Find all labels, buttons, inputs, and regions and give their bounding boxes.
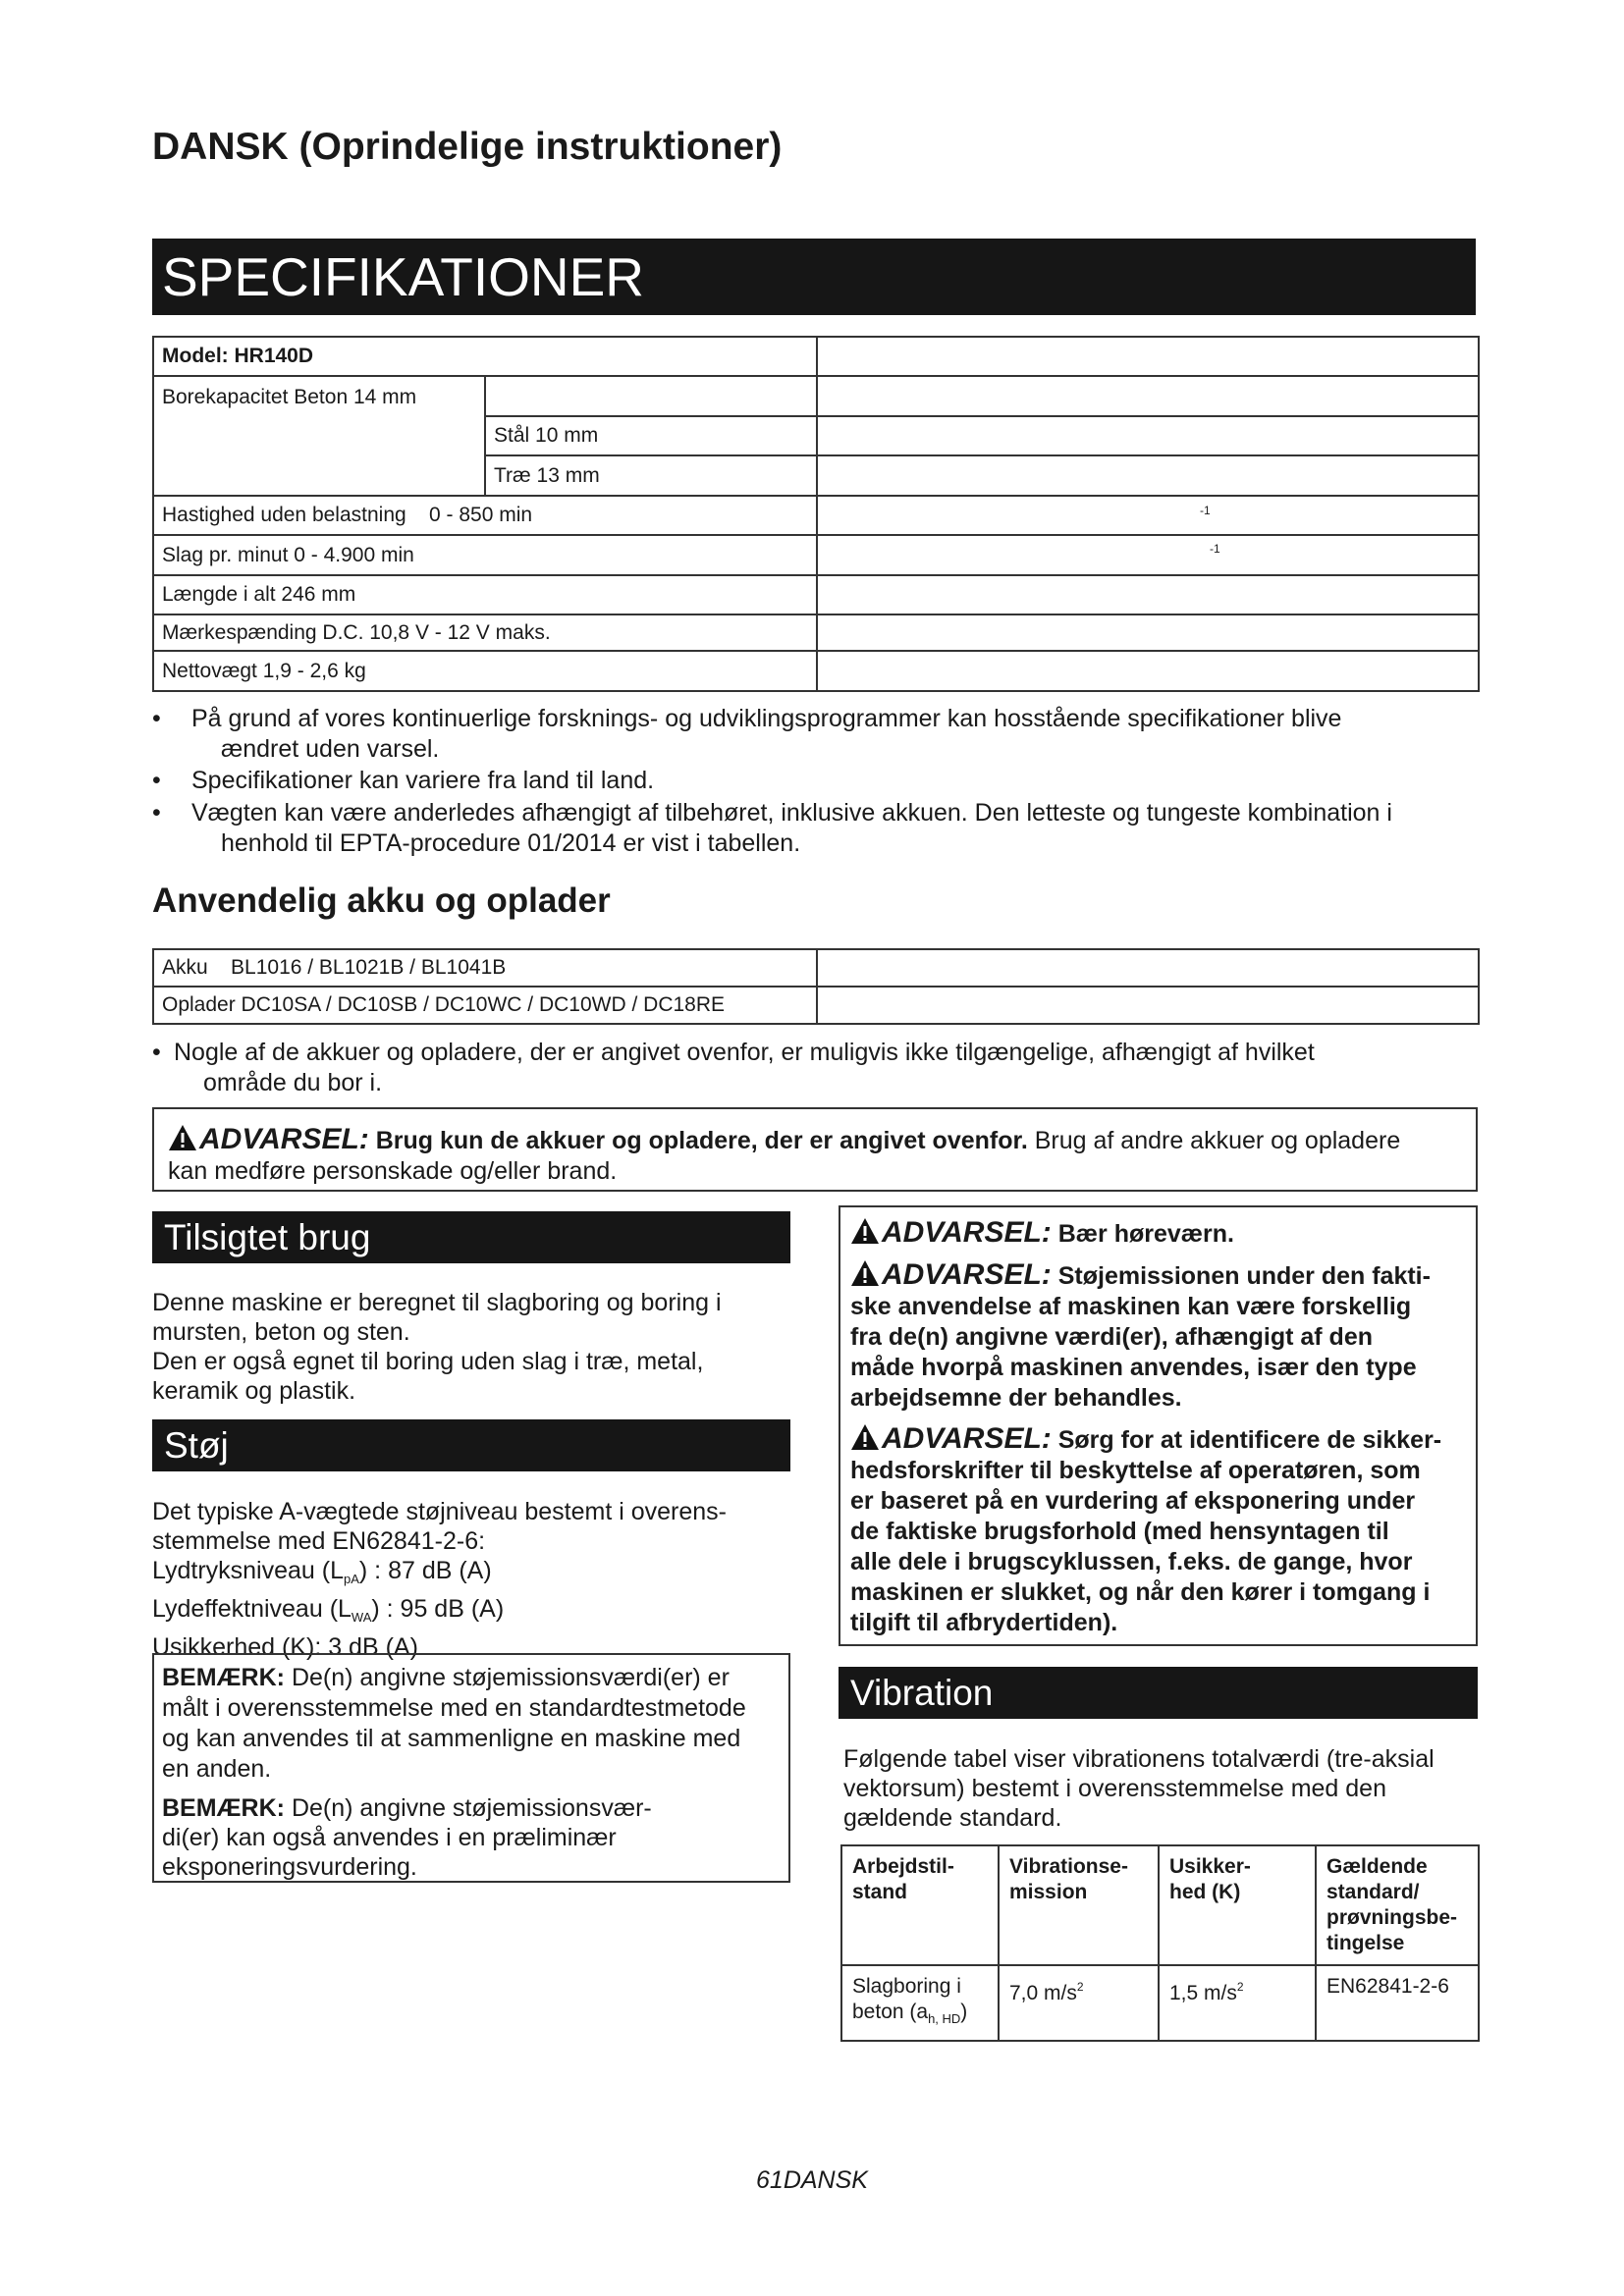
specification-notes: [152, 704, 1488, 859]
column-header: Gældende standard/ prøvningsbe- tingelse: [1316, 1845, 1479, 1965]
battery-note: [152, 1038, 1488, 1098]
noise-warnings-box: [839, 1205, 1478, 1646]
text-line: eksponeringsvurdering.: [162, 1853, 417, 1881]
battery-value-cell: [817, 949, 1479, 987]
table-row: [841, 1965, 1479, 2041]
text-line: og kan anvendes til at sammenligne en maskine med: [162, 1725, 741, 1752]
battery-table: [152, 948, 1480, 1025]
rated-voltage: Mærkespænding D.C. 10,8 V - 12 V maks.: [153, 614, 817, 651]
warning-line: [168, 1124, 1468, 1156]
warning-text: Brug af andre akkuer og opladere: [1034, 1127, 1401, 1154]
text-line: vektorsum) bestemt i overensstemmelse med den: [843, 1775, 1386, 1802]
spec-cell: [485, 376, 817, 416]
overall-length: Længde i alt 246 mm: [153, 575, 817, 614]
text-line: Denne maskine er beregnet til slagboring og boring i: [152, 1289, 722, 1316]
spec-value-cell: [817, 337, 1479, 376]
noise-uncertainty: Usikkerhed (K): 3 dB (A): [152, 1633, 418, 1661]
text-line: Følgende tabel viser vibrationens totalværdi (tre-aksial: [843, 1745, 1435, 1773]
work-mode-cell: Slagboring i beton $(a_{h, HD})$: [841, 1965, 999, 2041]
column-header: Usikker- hed (K): [1159, 1845, 1316, 1965]
note-label: BEMÆRK:: [162, 1794, 285, 1822]
warning-block: ADVARSEL: Sørg for at identificere de sikker- hedsforskrifter til beskyttelse af operatøren, som er baseret på en vurdering af eksponering under de faktiske brugsforhold (med hensyntagen til alle dele i brugscyklussen, f.eks. de gange, hvor maskinen er slukket, og når den kører i tomgang i tilgift til afbrydertiden).: [850, 1422, 1442, 1636]
superscript-minus-one: -1: [1210, 542, 1220, 556]
column-header: Vibrationse- mission: [999, 1845, 1159, 1965]
page-language-title: DANSK (Oprindelige instruktioner): [152, 126, 783, 168]
text-line: Den er også egnet til boring uden slag i træ, metal,: [152, 1348, 704, 1375]
spec-value-cell: [817, 376, 1479, 416]
bullet-icon: •: [152, 799, 161, 827]
bullet-icon: •: [152, 705, 161, 732]
note-text: Vægten kan være anderledes afhængigt af tilbehøret, inklusive akkuen. Den letteste og tungeste kombination i: [191, 799, 1392, 827]
spec-value-cell: [817, 535, 1479, 575]
bullet-icon: •: [152, 767, 161, 794]
vibration-table: [840, 1844, 1480, 2042]
specifications-table: [152, 336, 1480, 692]
battery-row: Akku BL1016 / BL1021B / BL1041B: [153, 949, 817, 987]
specifications-banner: SPECIFIKATIONER: [152, 239, 1476, 315]
table-header-row: [841, 1845, 1479, 1965]
sound-pressure-level: Lydtryksniveau $(L_{pA})$ : 87 dB (A): [152, 1557, 492, 1586]
sound-power-level: Lydeffektniveau $(L_{WA})$ : 95 dB (A): [152, 1595, 505, 1625]
noise-note: BEMÆRK: De(n) angivne støjemissionsværdi(er) er målt i overensstemmelse med en standardtestmetode og kan anvendes til at sammenligne en maskine med en anden.: [162, 1663, 781, 1785]
note-text: henhold til EPTA-procedure 01/2014 er vist i tabellen.: [221, 829, 801, 857]
spec-value-cell: [817, 455, 1479, 496]
uncertainty-cell: 1,5 $m/s^2$: [1159, 1965, 1316, 2041]
note-text: På grund af vores kontinuerlige forsknings- og udviklingsprogrammer kan hosstående specifikationer blive: [191, 705, 1342, 732]
note-text: ændret uden varsel.: [221, 735, 440, 763]
capacity-steel: Stål 10 mm: [485, 416, 817, 455]
spec-value-cell: [817, 651, 1479, 691]
text-line: di(er) kan også anvendes i en præliminær: [162, 1824, 617, 1851]
list-item: [152, 704, 1488, 765]
vibration-text: [843, 1744, 1482, 1833]
list-item: [152, 1038, 1488, 1098]
warning-triangle-icon: [850, 1423, 880, 1451]
warning-line: ADVARSEL: Bær høreværn.: [850, 1217, 1470, 1250]
noise-notes-box: [152, 1653, 790, 1883]
charger-value-cell: [817, 987, 1479, 1024]
emission-cell: 7,0 $m/s^2$: [999, 1965, 1159, 2041]
list-item: [152, 798, 1488, 859]
note-text: Nogle af de akkuer og opladere, der er angivet ovenfor, er muligvis ikke tilgængelige, afhængigt af hvilket: [174, 1039, 1315, 1066]
spec-value-cell: [817, 575, 1479, 614]
intended-use-banner: Tilsigtet brug: [152, 1211, 790, 1263]
warning-word: ADVARSEL:: [199, 1123, 369, 1155]
warning-triangle-icon: [850, 1217, 880, 1245]
noise-text: [152, 1497, 800, 1662]
charger-row: Oplader DC10SA / DC10SB / DC10WC / DC10WD / DC18RE: [153, 987, 817, 1024]
warning-triangle-icon: [168, 1124, 197, 1151]
superscript-minus-one: -1: [1200, 504, 1211, 517]
intended-use-text: [152, 1288, 800, 1406]
warning-text: kan medføre personskade og/eller brand.: [168, 1157, 618, 1185]
note-text: område du bor i.: [203, 1069, 383, 1096]
text-line: keramik og plastik.: [152, 1377, 356, 1405]
vibration-banner: Vibration: [839, 1667, 1478, 1719]
spec-value-cell: [817, 614, 1479, 651]
capacity-concrete: Borekapacitet Beton 14 mm: [153, 376, 485, 496]
bullet-icon: •: [152, 1039, 161, 1066]
text-line: gældende standard.: [843, 1804, 1062, 1832]
warning-triangle-icon: [850, 1259, 880, 1287]
noise-note: BEMÆRK: De(n) angivne støjemissionsvær- di(er) kan også anvendes i en præliminær eksponeringsvurdering.: [162, 1793, 781, 1882]
text-line: Det typiske A-vægtede støjniveau bestemt i overens-: [152, 1498, 727, 1525]
column-header: Arbejdstil- stand: [841, 1845, 999, 1965]
net-weight: Nettovægt 1,9 - 2,6 kg: [153, 651, 817, 691]
text-line: stemmelse med EN62841-2-6:: [152, 1527, 486, 1555]
note-text: Specifikationer kan variere fra land til land.: [191, 767, 655, 794]
standard-cell: EN62841-2-6: [1316, 1965, 1479, 2041]
spec-value-cell: [817, 416, 1479, 455]
capacity-wood: Træ 13 mm: [485, 455, 817, 496]
blows-per-minute: Slag pr. minut 0 - 4.900 min: [153, 535, 817, 575]
battery-heading: Anvendelig akku og oplader: [152, 881, 611, 920]
text-line: mursten, beton og sten.: [152, 1318, 410, 1346]
text-line: en anden.: [162, 1755, 272, 1783]
warning-bold-text: Brug kun de akkuer og opladere, der er angivet ovenfor.: [375, 1127, 1028, 1154]
warning-block: ADVARSEL: Støjemissionen under den fakti- ske anvendelse af maskinen kan være forskellig fra de(n) angivne værdi(er), afhængigt af den måde hvorpå maskinen anvendes, især den type arbejdsemne der behandles.: [850, 1258, 1431, 1412]
list-item: [152, 766, 1488, 796]
spec-value-cell: [817, 496, 1479, 535]
page-number: 61DANSK: [756, 2166, 868, 2194]
model-label: Model: HR140D: [153, 337, 817, 376]
battery-warning-box: [152, 1107, 1478, 1192]
text-line: målt i overensstemmelse med en standardtestmetode: [162, 1694, 746, 1722]
noise-banner: Støj: [152, 1419, 790, 1471]
note-label: BEMÆRK:: [162, 1664, 285, 1691]
no-load-speed: Hastighed uden belastning 0 - 850 min: [153, 496, 817, 535]
